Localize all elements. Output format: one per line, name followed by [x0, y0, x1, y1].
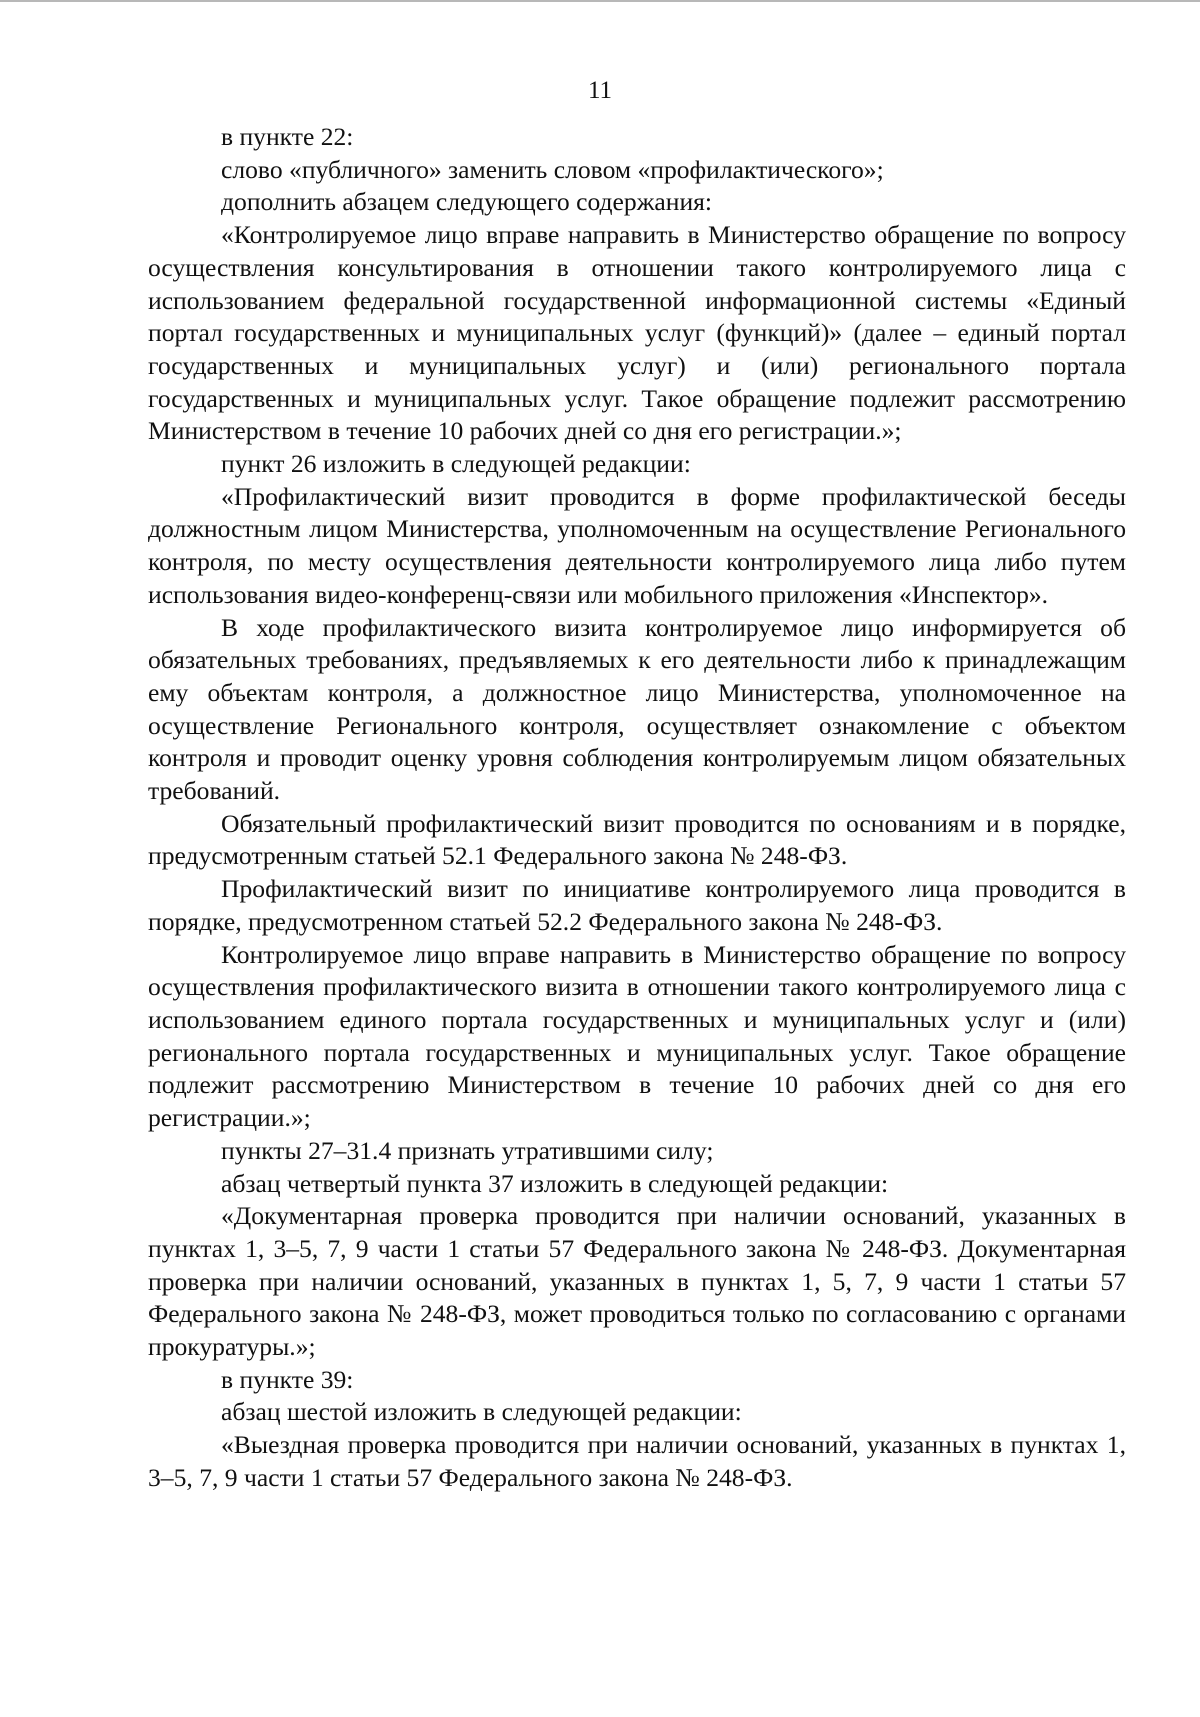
- paragraph-add-abzac: дополнить абзацем следующего содержания:: [221, 187, 713, 217]
- paragraph-item-22-intro: в пункте 22:: [221, 122, 354, 151]
- paragraph-documentary-check: «Документарная проверка проводится при наличии оснований, указанных в пунктах 1, 3–5, 7, 9 части 1 статьи 57 Федерального закона № 248-ФЗ. Документарная проверка при наличии оснований, указанных в пунктах 1, 5, 7, 9 части 1 статьи 57 Федерального закона № 248-ФЗ, может проводиться только по согласованию с органами прокуратуры.»;: [148, 1201, 1126, 1362]
- paragraph-items-27-31-repeal: пункты 27–31.4 признать утратившими силу;: [221, 1135, 714, 1165]
- paragraph-item-39-intro: в пункте 39:: [221, 1364, 354, 1394]
- paragraph-sixth-abzac-intro: абзац шестой изложить в следующей редакции:: [221, 1397, 742, 1427]
- paragraph-preventive-visit-course: В ходе профилактического визита контролируемое лицо информируется об обязательных требованиях, предъявляемых к его деятельности либо к принадлежащим ему объектам контроля, а должностное лицо Министерства, уполномоченное на осуществление Регионального контроля, осуществляет ознакомление с объектом контроля и проводит оценку уровня соблюдения контролируемым лицом обязательных требований.: [148, 612, 1126, 806]
- paragraph-initiative-visit: Профилактический визит по инициативе контролируемого лица проводится в порядке, предусмотренном статьей 52.2 Федерального закона № 248-ФЗ.: [148, 874, 1126, 936]
- paragraph-visit-appeal: Контролируемое лицо вправе направить в Министерство обращение по вопросу осуществления профилактического визита в отношении такого контролируемого лица с использованием единого портала государственных и муниципальных услуг и (или) регионального портала государственных и муниципальных услуг. Такое обращение подлежит рассмотрению Министерством в течение 10 рабочих дней со дня его регистрации.»;: [148, 939, 1126, 1133]
- scan-top-edge: [0, 0, 1200, 2]
- paragraph-mandatory-visit: Обязательный профилактический визит проводится по основаниям и в порядке, предусмотренным статьей 52.1 Федерального закона № 248-ФЗ.: [148, 808, 1126, 871]
- paragraph-item-37-intro: абзац четвертый пункта 37 изложить в следующей редакции:: [221, 1168, 889, 1198]
- paragraph-word-replace: слово «публичного» заменить словом «профилактического»;: [221, 154, 884, 184]
- page-number: 11: [587, 77, 613, 104]
- document-body: [148, 121, 1126, 1495]
- paragraph-field-check: «Выездная проверка проводится при наличии оснований, указанных в пунктах 1, 3–5, 7, 9 части 1 статьи 57 Федерального закона № 248-ФЗ.: [148, 1430, 1126, 1492]
- paragraph-preventive-visit-form: «Профилактический визит проводится в форме профилактической беседы должностным лицом Министерства, уполномоченным на осуществление Регионального контроля, по месту осуществления деятельности контролируемого лица либо путем использования видео-конференц-связи или мобильного приложения «Инспектор».: [148, 481, 1126, 609]
- paragraph-consultation-appeal: «Контролируемое лицо вправе направить в Министерство обращение по вопросу осуществления консультирования в отношении такого контролируемого лица с использованием федеральной государственной информационной системы «Единый портал государственных и муниципальных услуг (функций)» (далее – единый портал государственных и муниципальных услуг) и (или) регионального портала государственных и муниципальных услуг. Такое обращение подлежит рассмотрению Министерством в течение 10 рабочих дней со дня его регистрации.»;: [148, 220, 1126, 446]
- paragraph-item-26-intro: пункт 26 изложить в следующей редакции:: [221, 449, 691, 479]
